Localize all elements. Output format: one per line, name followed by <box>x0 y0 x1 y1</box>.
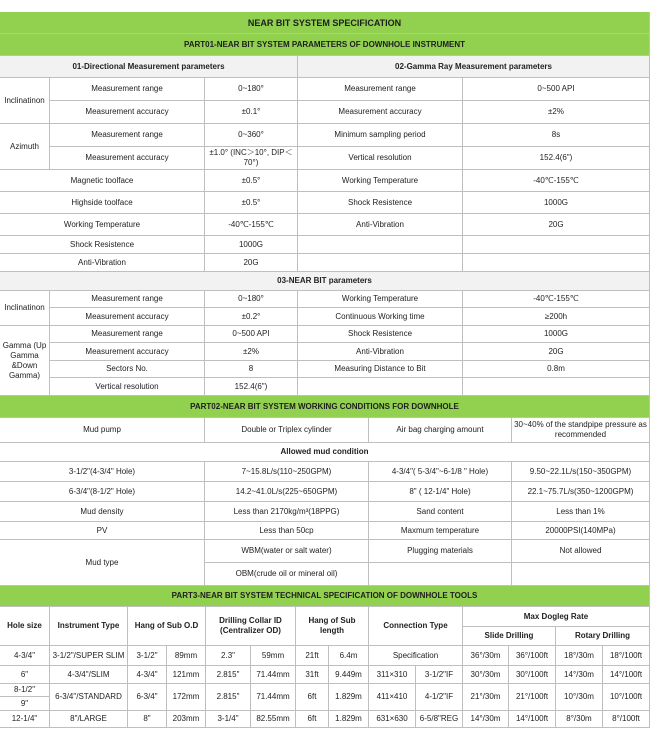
hole-size: 12-1/4" <box>0 711 50 728</box>
near-bit-header: 03-NEAR BIT parameters <box>0 272 650 291</box>
rotary-30m: 14°/30m <box>556 666 603 684</box>
nb-gamma-label: Gamma (Up Gamma &Down Gamma) <box>0 326 50 396</box>
flow-value: 22.1~75.7L/s(350~1200GPM) <box>512 482 650 502</box>
dir-param: Shock Resistence <box>0 236 205 254</box>
empty-cell <box>369 563 512 586</box>
gamma-param: Working Temperature <box>298 170 463 192</box>
mud-type-label: Mud type <box>0 540 205 586</box>
nb-value: 0~500 API <box>205 326 298 343</box>
dir-value: ±1.0° (INC＞10°, DIP＜70°) <box>205 147 298 170</box>
connection-size: 411×410 <box>369 684 416 711</box>
gamma-value: 1000G <box>463 192 650 214</box>
hole-size: 8-1/2" <box>0 684 50 697</box>
rotary-100ft: 10°/100ft <box>603 684 650 711</box>
gamma-param: Vertical resolution <box>298 147 463 170</box>
connection: Specification <box>369 646 463 666</box>
gamma-param: Measurement range <box>298 78 463 101</box>
slide-30m: 14°/30m <box>463 711 509 728</box>
mud-type-obm: OBM(crude oil or mineral oil) <box>205 563 369 586</box>
dir-param: Measurement accuracy <box>50 147 205 170</box>
nb-value: 1000G <box>463 326 650 343</box>
flow-value: 14.2~41.0L/s(225~650GPM) <box>205 482 369 502</box>
gamma-ray-header: 02-Gamma Ray Measurement parameters <box>298 56 650 78</box>
empty-cell <box>463 378 650 396</box>
empty-cell <box>298 378 463 396</box>
dir-value: 0~180° <box>205 78 298 101</box>
hang-length-ft: 21ft <box>296 646 329 666</box>
hole-size: 4-3/4" <box>0 646 50 666</box>
connection-size: 311×310 <box>369 666 416 684</box>
dir-value: 1000G <box>205 236 298 254</box>
dir-param: Measurement accuracy <box>50 101 205 124</box>
dir-param: Magnetic toolface <box>0 170 205 192</box>
gamma-param: Anti-Vibration <box>298 214 463 236</box>
nb-inclination-label: Inclinatinon <box>0 291 50 326</box>
nb-value: 0.8m <box>463 361 650 378</box>
hang-od-in: 4-3/4" <box>128 666 167 684</box>
nb-param: Sectors No. <box>50 361 205 378</box>
nb-value: -40℃-155℃ <box>463 291 650 308</box>
dir-param: Measurement range <box>50 124 205 147</box>
collar-id-mm: 59mm <box>251 646 296 666</box>
empty-cell <box>298 254 463 272</box>
nb-value: 152.4(6") <box>205 378 298 396</box>
sand-content-value: Less than 1% <box>512 502 650 522</box>
dir-param: Working Temperature <box>0 214 205 236</box>
empty-cell <box>463 254 650 272</box>
nb-param: Anti-Vibration <box>298 343 463 361</box>
flow-value: 9.50~22.1L/s(150~350GPM) <box>512 462 650 482</box>
slide-100ft: 21°/100ft <box>509 684 556 711</box>
connection-thread: 3-1/2"IF <box>416 666 463 684</box>
flow-size: 3-1/2"(4-3/4" Hole) <box>0 462 205 482</box>
rotary-30m: 8°/30m <box>556 711 603 728</box>
hang-length-m: 9.449m <box>329 666 369 684</box>
instrument-type: 8"/LARGE <box>50 711 128 728</box>
flow-size: 6-3/4"(8-1/2" Hole) <box>0 482 205 502</box>
hang-od-mm: 172mm <box>167 684 206 711</box>
nb-value: 8 <box>205 361 298 378</box>
empty-cell <box>463 236 650 254</box>
airbag-value: 30~40% of the standpipe pressure as recommended <box>512 418 650 443</box>
gamma-value: 152.4(6") <box>463 147 650 170</box>
airbag-label: Air bag charging amount <box>369 418 512 443</box>
nb-param: Measurement accuracy <box>50 308 205 326</box>
dir-value: ±0.5° <box>205 192 298 214</box>
nb-param: Shock Resistence <box>298 326 463 343</box>
hang-od-in: 3-1/2" <box>128 646 167 666</box>
nb-value: ±2% <box>205 343 298 361</box>
hang-length-ft: 6ft <box>296 711 329 728</box>
mud-density-value: Less than 2170kg/m³(18PPG) <box>205 502 369 522</box>
nb-value: 20G <box>463 343 650 361</box>
inclination-label: Inclinatinon <box>0 78 50 124</box>
dir-param: Anti-Vibration <box>0 254 205 272</box>
page-title: NEAR BIT SYSTEM SPECIFICATION <box>0 12 650 34</box>
mud-density-label: Mud density <box>0 502 205 522</box>
plugging-value: Not allowed <box>512 540 650 563</box>
col-hang-od: Hang of Sub O.D <box>128 607 206 646</box>
col-instrument-type: Instrument Type <box>50 607 128 646</box>
slide-30m: 36°/30m <box>463 646 509 666</box>
flow-value: 7~15.8L/s(110~250GPM) <box>205 462 369 482</box>
collar-id-in: 2.815" <box>206 666 251 684</box>
col-connection: Connection Type <box>369 607 463 646</box>
collar-id-in: 3-1/4" <box>206 711 251 728</box>
plugging-label: Plugging materials <box>369 540 512 563</box>
gamma-value: -40℃-155℃ <box>463 170 650 192</box>
hang-length-m: 1.829m <box>329 711 369 728</box>
slide-30m: 21°/30m <box>463 684 509 711</box>
instrument-type: 3-1/2"/SUPER SLIM <box>50 646 128 666</box>
collar-id-in: 2.815" <box>206 684 251 711</box>
gamma-param: Shock Resistence <box>298 192 463 214</box>
dir-param: Highside toolface <box>0 192 205 214</box>
nb-param: Measurement accuracy <box>50 343 205 361</box>
rotary-100ft: 14°/100ft <box>603 666 650 684</box>
col-hole-size: Hole size <box>0 607 50 646</box>
slide-100ft: 14°/100ft <box>509 711 556 728</box>
dir-value: ±0.5° <box>205 170 298 192</box>
part1-header: PART01-NEAR BIT SYSTEM PARAMETERS OF DOWNHOLE INSTRUMENT <box>0 34 650 56</box>
nb-value: 0~180° <box>205 291 298 308</box>
allowed-flow-header: Allowed mud condition <box>0 443 650 462</box>
azimuth-label: Azimuth <box>0 124 50 170</box>
hang-od-mm: 89mm <box>167 646 206 666</box>
hang-length-m: 6.4m <box>329 646 369 666</box>
hang-od-mm: 121mm <box>167 666 206 684</box>
gamma-value: ±2% <box>463 101 650 124</box>
dir-value: 0~360° <box>205 124 298 147</box>
slide-30m: 30°/30m <box>463 666 509 684</box>
max-temp-value: 20000PSI(140MPa) <box>512 522 650 540</box>
mud-pump-label: Mud pump <box>0 418 205 443</box>
gamma-value: 8s <box>463 124 650 147</box>
hang-od-in: 6-3/4" <box>128 684 167 711</box>
rotary-100ft: 8°/100ft <box>603 711 650 728</box>
dir-value: -40℃-155℃ <box>205 214 298 236</box>
dir-param: Measurement range <box>50 78 205 101</box>
hang-length-m: 1.829m <box>329 684 369 711</box>
empty-cell <box>298 236 463 254</box>
nb-param: Measurement range <box>50 291 205 308</box>
nb-param: Continuous Working time <box>298 308 463 326</box>
part2-header: PART02-NEAR BIT SYSTEM WORKING CONDITIONS FOR DOWNHOLE <box>0 396 650 418</box>
slide-100ft: 30°/100ft <box>509 666 556 684</box>
collar-id-mm: 82.55mm <box>251 711 296 728</box>
mud-type-wbm: WBM(water or salt water) <box>205 540 369 563</box>
connection-thread: 4-1/2"IF <box>416 684 463 711</box>
slide-100ft: 36°/100ft <box>509 646 556 666</box>
hole-size: 9" <box>0 697 50 711</box>
instrument-type: 4-3/4"/SLIM <box>50 666 128 684</box>
gamma-value: 20G <box>463 214 650 236</box>
connection-size: 631×630 <box>369 711 416 728</box>
sand-content-label: Sand content <box>369 502 512 522</box>
hole-size: 6" <box>0 666 50 684</box>
nb-param: Measurement range <box>50 326 205 343</box>
col-rotary-drilling: Rotary Drilling <box>556 627 650 646</box>
hang-length-ft: 31ft <box>296 666 329 684</box>
hang-od-mm: 203mm <box>167 711 206 728</box>
nb-value: ±0.2° <box>205 308 298 326</box>
empty-cell <box>512 563 650 586</box>
hang-length-ft: 6ft <box>296 684 329 711</box>
hang-od-in: 8" <box>128 711 167 728</box>
col-max-dogleg: Max Dogleg Rate <box>463 607 650 627</box>
rotary-30m: 18°/30m <box>556 646 603 666</box>
rotary-30m: 10°/30m <box>556 684 603 711</box>
gamma-value: 0~500 API <box>463 78 650 101</box>
nb-param: Vertical resolution <box>50 378 205 396</box>
flow-size: 8" ( 12-1/4" Hole) <box>369 482 512 502</box>
flow-size: 4-3/4"( 5-3/4"~6-1/8 " Hole) <box>369 462 512 482</box>
mud-pump-value: Double or Triplex cylinder <box>205 418 369 443</box>
dir-value: ±0.1° <box>205 101 298 124</box>
max-temp-label: Maxmum temperature <box>369 522 512 540</box>
collar-id-in: 2.3" <box>206 646 251 666</box>
nb-param: Working Temperature <box>298 291 463 308</box>
col-slide-drilling: Slide Drilling <box>463 627 556 646</box>
part3-header: PART3-NEAR BIT SYSTEM TECHNICAL SPECIFICATION OF DOWNHOLE TOOLS <box>0 586 650 607</box>
col-hang-length: Hang of Sub length <box>296 607 369 646</box>
dir-value: 20G <box>205 254 298 272</box>
rotary-100ft: 18°/100ft <box>603 646 650 666</box>
gamma-param: Measurement accuracy <box>298 101 463 124</box>
instrument-type: 6-3/4"/STANDARD <box>50 684 128 711</box>
col-collar-id: Drilling Collar ID (Centralizer OD) <box>206 607 296 646</box>
collar-id-mm: 71.44mm <box>251 666 296 684</box>
collar-id-mm: 71.44mm <box>251 684 296 711</box>
pv-value: Less than 50cp <box>205 522 369 540</box>
nb-value: ≥200h <box>463 308 650 326</box>
directional-header: 01-Directional Measurement parameters <box>0 56 298 78</box>
connection-thread: 6-5/8"REG <box>416 711 463 728</box>
pv-label: PV <box>0 522 205 540</box>
gamma-param: Minimum sampling period <box>298 124 463 147</box>
nb-param: Measuring Distance to Bit <box>298 361 463 378</box>
